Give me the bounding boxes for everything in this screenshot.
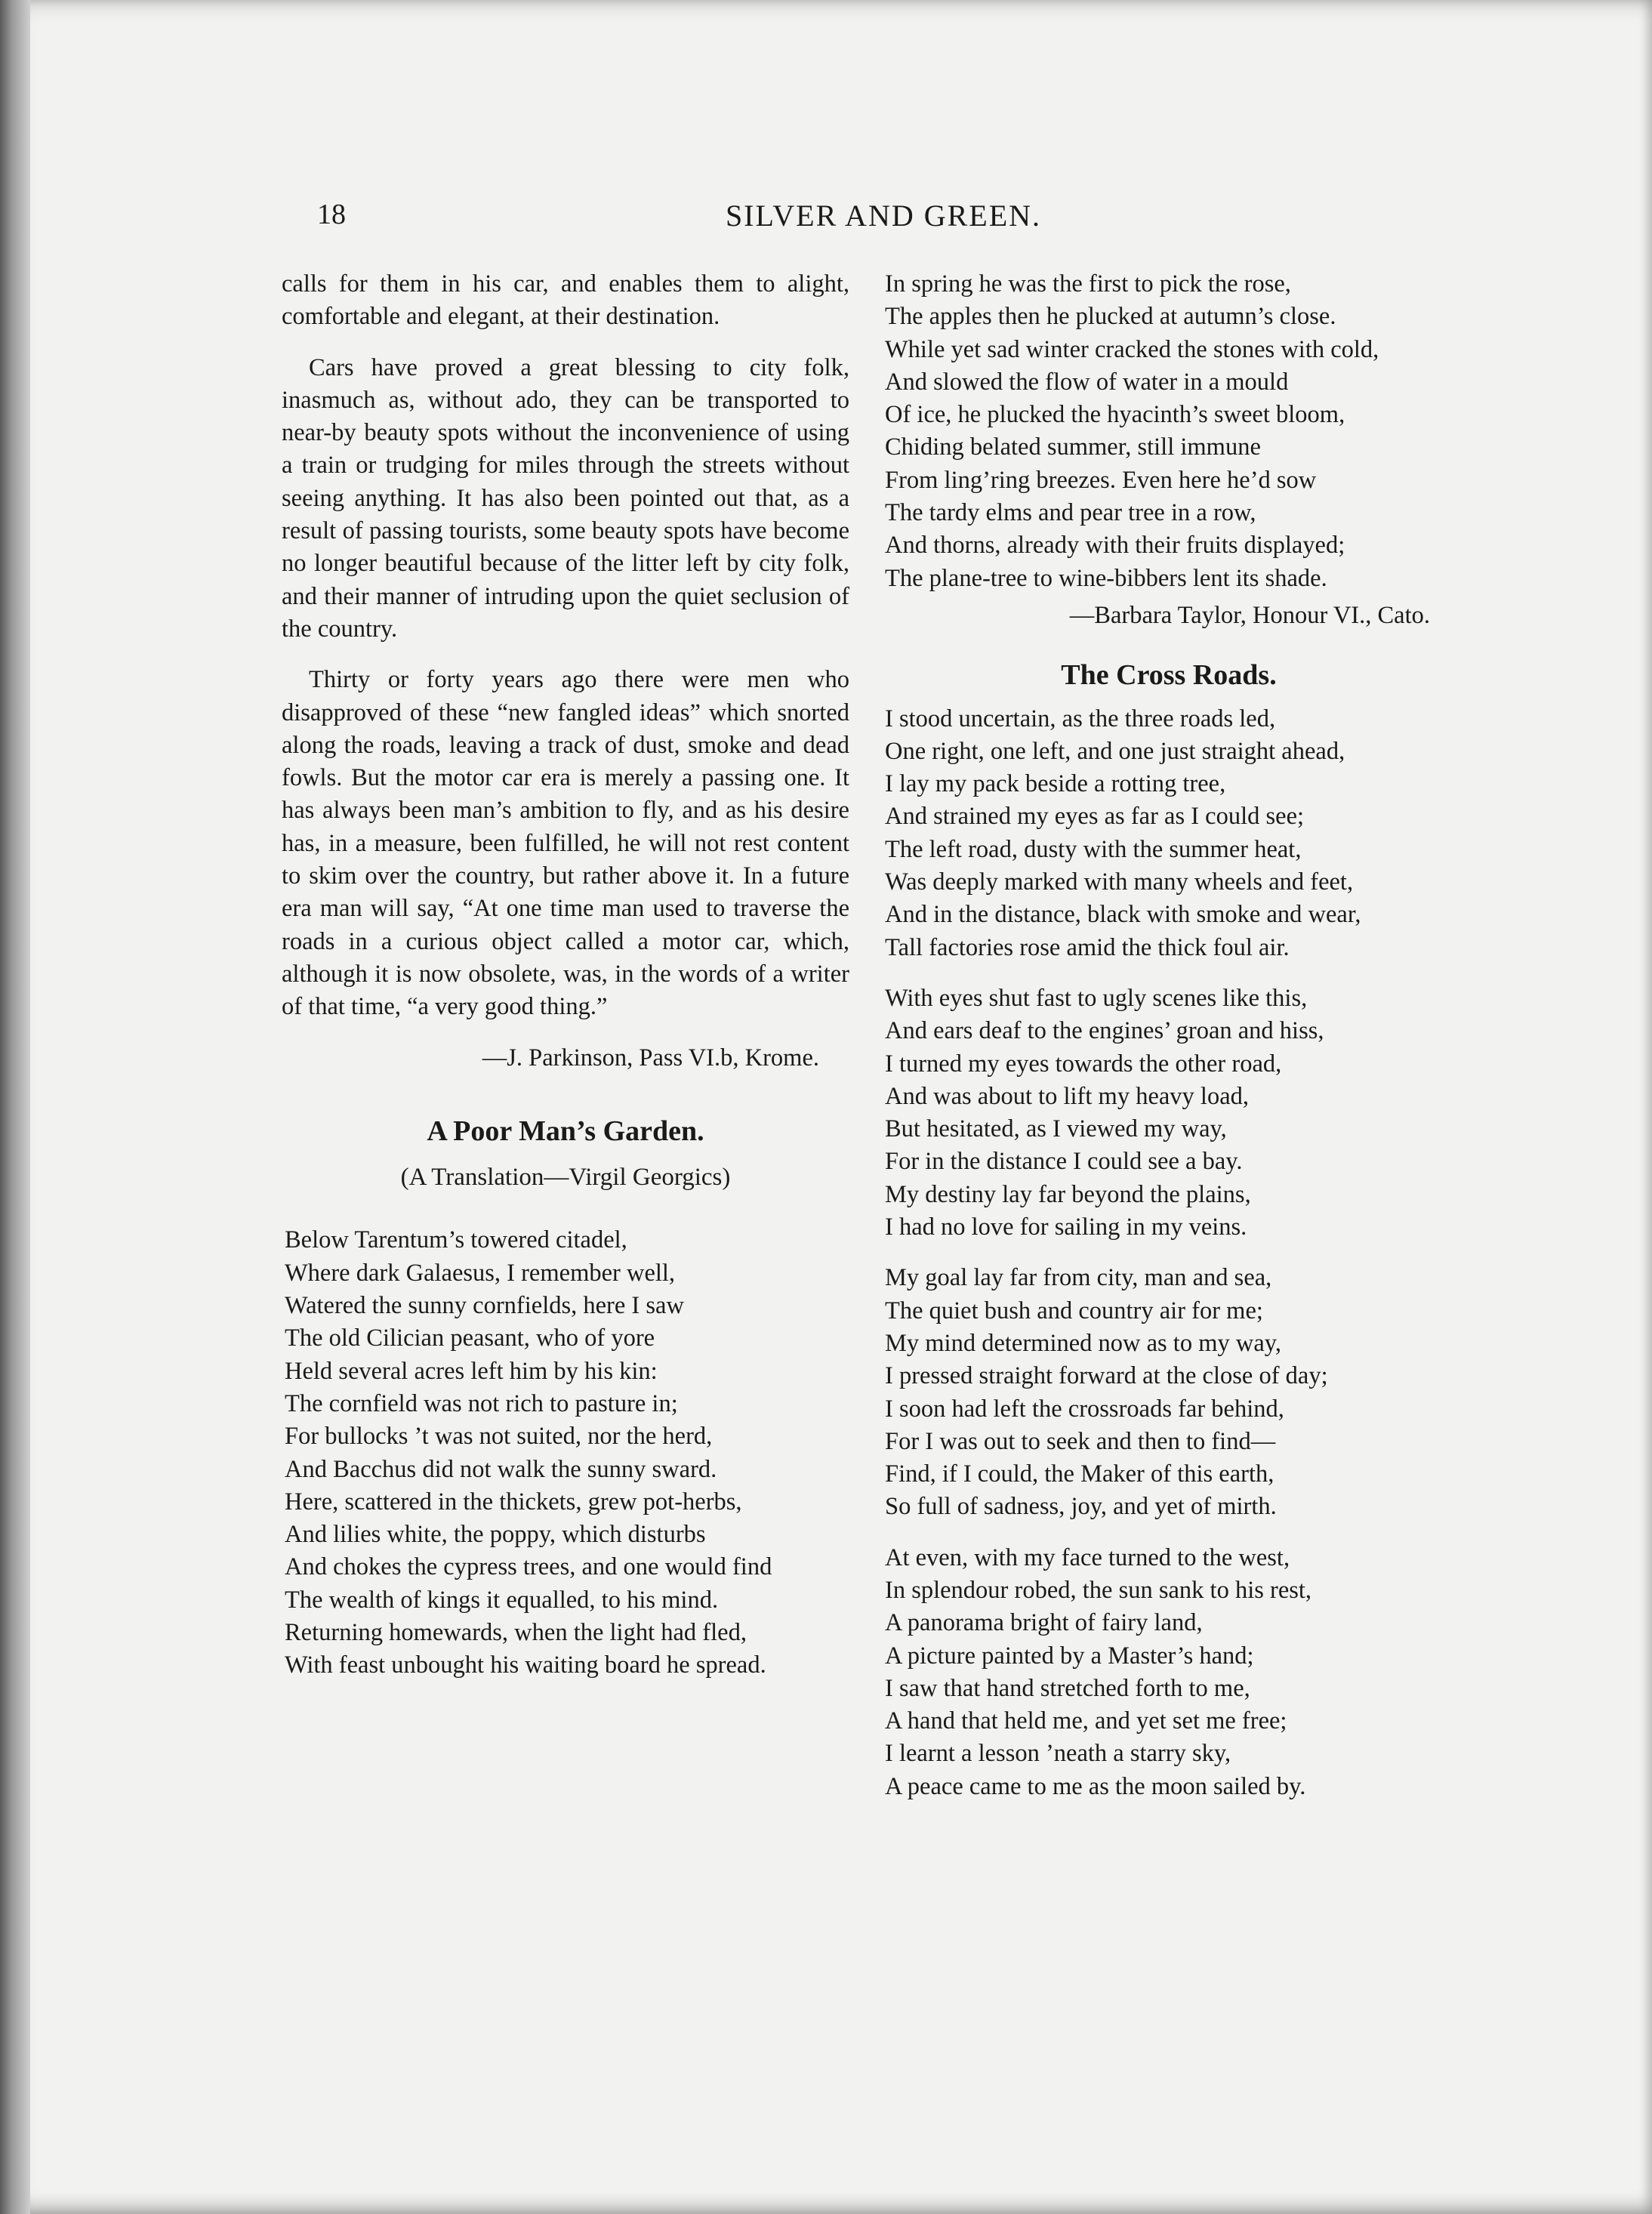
poem-line: I learnt a lesson ’neath a starry sky, bbox=[885, 1740, 1231, 1768]
poem-line: And slowed the flow of water in a mould bbox=[885, 368, 1289, 396]
page-number: 18 bbox=[317, 199, 346, 230]
poem-line: A peace came to me as the moon sailed by. bbox=[885, 1772, 1306, 1800]
poem-line: In spring he was the first to pick the rose, bbox=[885, 270, 1291, 298]
stanza bbox=[885, 982, 1453, 1244]
poem-line: And lilies white, the poppy, which disturbs bbox=[285, 1521, 706, 1549]
poem-line: The plane-tree to wine-bibbers lent its shade. bbox=[885, 564, 1327, 592]
poem-line: So full of sadness, joy, and yet of mirth. bbox=[885, 1493, 1277, 1521]
poem-line: The cornfield was not rich to pasture in; bbox=[285, 1389, 678, 1417]
poem-line: At even, with my face turned to the west, bbox=[885, 1543, 1290, 1571]
poem-line: I had no love for sailing in my veins. bbox=[885, 1213, 1247, 1241]
poem-line: Watered the sunny cornfields, here I saw bbox=[285, 1292, 684, 1320]
poem-line: With eyes shut fast to ugly scenes like this, bbox=[885, 984, 1308, 1012]
poem-title: A Poor Man’s Garden. bbox=[427, 1115, 704, 1147]
poem-line: Here, scattered in the thickets, grew pot-herbs, bbox=[285, 1488, 742, 1516]
poem-signature: —Barbara Taylor, Honour VI., Cato. bbox=[1069, 601, 1430, 629]
page-header bbox=[310, 198, 1457, 243]
poem-line: Below Tarentum’s towered citadel, bbox=[285, 1226, 627, 1254]
poem-line: And ears deaf to the engines’ groan and hiss, bbox=[885, 1017, 1324, 1045]
poem-line: And chokes the cypress trees, and one would find bbox=[285, 1553, 772, 1581]
poem-line: But hesitated, as I viewed my way, bbox=[885, 1115, 1227, 1143]
page-binding-edge bbox=[0, 0, 30, 2214]
poem-line: A hand that held me, and yet set me free; bbox=[885, 1707, 1287, 1735]
left-column bbox=[282, 268, 849, 1682]
poem-line: The old Cilician peasant, who of yore bbox=[285, 1324, 655, 1352]
poem-line: I lay my pack beside a rotting tree, bbox=[885, 770, 1226, 798]
poem-line: And strained my eyes as far as I could see; bbox=[885, 803, 1305, 831]
poem-line: Of ice, he plucked the hyacinth’s sweet bloom, bbox=[885, 401, 1345, 429]
poem-body bbox=[282, 1224, 849, 1682]
stanza bbox=[885, 1262, 1453, 1523]
paragraph: calls for them in his car, and enables them to alight, comfortable and elegant, at their destination. bbox=[282, 270, 849, 331]
article-signature: —J. Parkinson, Pass VI.b, Krome. bbox=[482, 1044, 819, 1072]
poem-line: My goal lay far from city, man and sea, bbox=[885, 1264, 1272, 1292]
poem-line: One right, one left, and one just straight ahead, bbox=[885, 737, 1345, 765]
poem-line: For bullocks ’t was not suited, nor the herd, bbox=[285, 1423, 713, 1451]
poem-line: My mind determined now as to my way, bbox=[885, 1329, 1282, 1357]
poem-line: The tardy elms and pear tree in a row, bbox=[885, 499, 1256, 527]
poem-line: In splendour robed, the sun sank to his rest, bbox=[885, 1576, 1312, 1604]
poem-line: The apples then he plucked at autumn’s close. bbox=[885, 303, 1336, 331]
poem-line: I soon had left the crossroads far behind, bbox=[885, 1395, 1284, 1423]
poem-line: The left road, dusty with the summer heat, bbox=[885, 835, 1302, 863]
poem-line: And in the distance, black with smoke and wear, bbox=[885, 901, 1361, 929]
poem-line: I turned my eyes towards the other road, bbox=[885, 1050, 1282, 1078]
poem-line: The quiet bush and country air for me; bbox=[885, 1297, 1263, 1324]
running-title: SILVER AND GREEN. bbox=[725, 199, 1042, 233]
poem-body bbox=[885, 703, 1453, 1804]
poem-line: Tall factories rose amid the thick foul air. bbox=[885, 933, 1290, 961]
poem-line: A picture painted by a Master’s hand; bbox=[885, 1642, 1254, 1670]
poem-line: A panorama bright of fairy land, bbox=[885, 1609, 1203, 1637]
poem-line: With feast unbought his waiting board he spread. bbox=[285, 1651, 766, 1679]
paragraph: Thirty or forty years ago there were men who disapproved of these “new fangled ideas” which snorted along the roads, leaving a track of dust, smoke and dead fowls. But the motor car era is merely a passing one. It has always been man’s ambition to fly, and as his desire has, in a measure, been fulfilled, he will not rest content to skim over the country, but rather above it. In a future era man will say, “At one time man used to traverse the roads in a curious object called a motor car, which, although it is now obsolete, was, in the words of a writer of that time, “a very good thing.” bbox=[282, 666, 849, 1021]
poem-line: For in the distance I could see a bay. bbox=[885, 1148, 1243, 1176]
poem-line: I saw that hand stretched forth to me, bbox=[885, 1674, 1250, 1702]
right-column bbox=[885, 268, 1453, 1821]
poem-line: I stood uncertain, as the three roads led, bbox=[885, 705, 1276, 732]
poem-line: The wealth of kings it equalled, to his mind. bbox=[285, 1586, 719, 1614]
poem-line: Where dark Galaesus, I remember well, bbox=[285, 1259, 676, 1287]
poem-line: Was deeply marked with many wheels and feet, bbox=[885, 868, 1354, 896]
paragraph: Cars have proved a great blessing to city folk, inasmuch as, without ado, they can be transported to near-by beauty spots without the inconvenience of using a train or trudging for miles through the streets without seeing anything. It has also been pointed out that, as a result of passing tourists, some beauty spots have become no longer beautiful because of the litter left by city folk, and their manner of intruding upon the quiet seclusion of the country. bbox=[282, 353, 849, 643]
poem-line: And Bacchus did not walk the sunny sward. bbox=[285, 1455, 717, 1483]
poem-line: And was about to lift my heavy load, bbox=[885, 1082, 1249, 1110]
poem-subtitle: (A Translation—Virgil Georgics) bbox=[400, 1164, 731, 1192]
stanza bbox=[885, 1542, 1453, 1803]
stanza bbox=[885, 703, 1453, 964]
poem-line: I pressed straight forward at the close of day; bbox=[885, 1362, 1328, 1390]
poem-line: Returning homewards, when the light had fled, bbox=[285, 1618, 747, 1646]
poem-line: Find, if I could, the Maker of this earth, bbox=[885, 1460, 1274, 1488]
poem-line: For I was out to seek and then to find— bbox=[885, 1427, 1276, 1455]
poem-line: Held several acres left him by his kin: bbox=[285, 1357, 658, 1385]
poem-continued bbox=[885, 268, 1453, 595]
poem-line: And thorns, already with their fruits displayed; bbox=[885, 532, 1345, 560]
poem-line: Chiding belated summer, still immune bbox=[885, 433, 1261, 461]
poem-title: The Cross Roads. bbox=[1061, 659, 1277, 692]
poem-line: While yet sad winter cracked the stones with cold, bbox=[885, 335, 1379, 363]
poem-line: My destiny lay far beyond the plains, bbox=[885, 1180, 1251, 1208]
poem-line: From ling’ring breezes. Even here he’d sow bbox=[885, 466, 1317, 494]
